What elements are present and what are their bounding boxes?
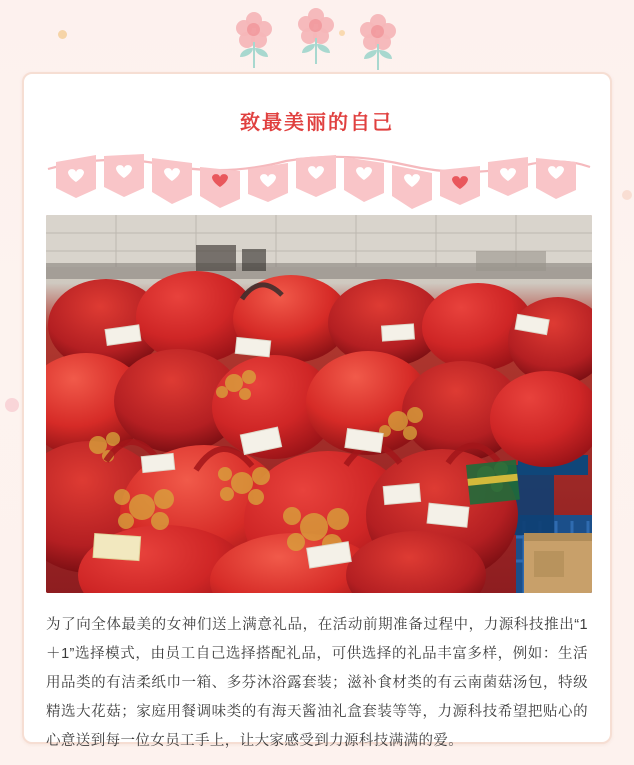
flower-2-icon xyxy=(290,8,342,66)
flower-1-icon xyxy=(228,12,280,70)
content-card xyxy=(22,72,612,749)
flower-decoration-row xyxy=(228,8,418,70)
flower-3-icon xyxy=(352,14,404,72)
dot-pink-left-icon xyxy=(5,398,19,412)
bunting-decoration xyxy=(46,151,592,209)
dot-peach-right-icon xyxy=(622,190,632,200)
page-title: 致最美丽的自己 xyxy=(240,112,394,134)
dot-orange-left-icon xyxy=(58,30,67,39)
gift-bags-photo xyxy=(46,215,592,593)
article-body: 为了向全体最美的女神们送上满意礼品，在活动前期准备过程中，力源科技推出“1＋1”选择模式，由员工自己选择搭配礼品，可供选择的礼品丰富多样，例如：生活用品类的有洁柔纸巾一箱、多芬沐浴露套装；滋补食材类的有云南菌菇汤包，特级精选大花菇；家庭用餐调味类的有海天酱油礼盒套装等等，力源科技希望把贴心的心意送到每一位女员工手上，让大家感受到力源科技满满的爱。 xyxy=(46,617,588,749)
